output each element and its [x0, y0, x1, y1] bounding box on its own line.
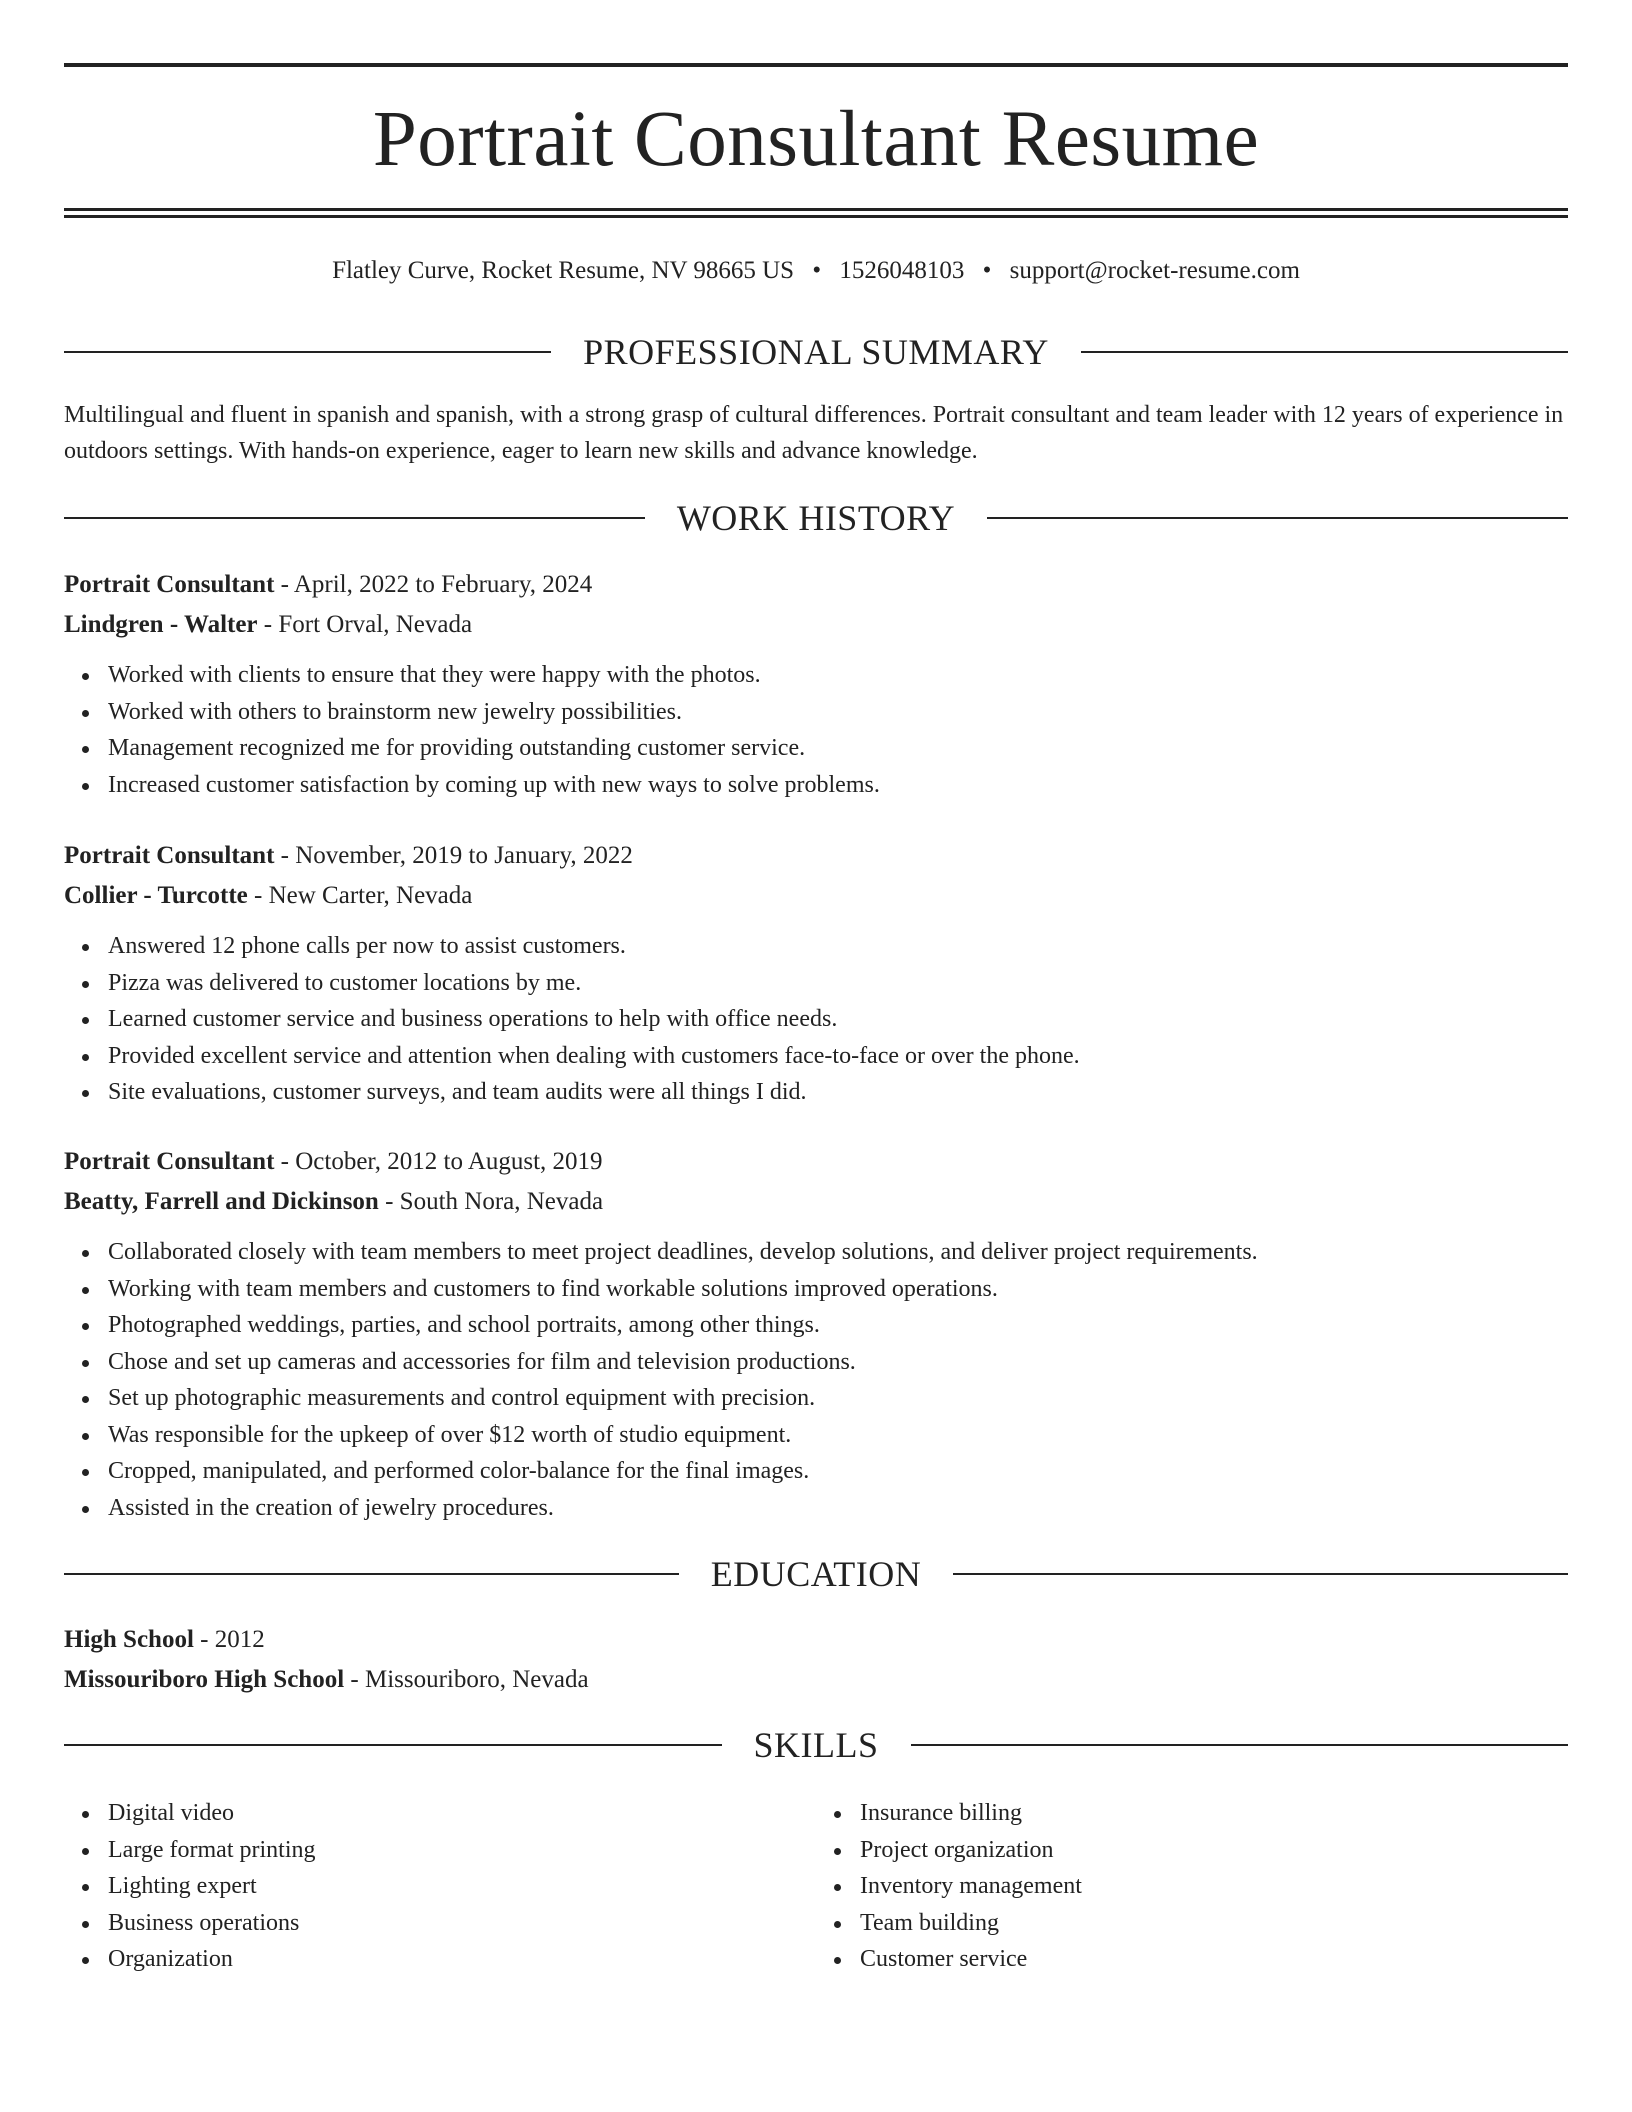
skills-columns — [64, 1795, 1568, 1978]
list-item: Collaborated closely with team members to meet project deadlines, develop solutions, and deliver project requirements. — [108, 1234, 1568, 1271]
job-company-line — [64, 1182, 1568, 1222]
education-school-line — [64, 1660, 1568, 1700]
education-year: - 2012 — [193, 1626, 265, 1653]
job-entry — [64, 1142, 1568, 1526]
list-item: Increased customer satisfaction by coming up with new ways to solve problems. — [108, 767, 1568, 804]
list-item: Photographed weddings, parties, and school portraits, among other things. — [108, 1307, 1568, 1344]
job-company: Beatty, Farrell and Dickinson — [64, 1188, 379, 1215]
section-title: SKILLS — [753, 1725, 879, 1765]
job-company: Lindgren - Walter — [64, 611, 258, 638]
skill-item: Team building — [860, 1905, 1568, 1942]
job-title-line — [64, 836, 1568, 876]
skills-list-right — [816, 1795, 1568, 1978]
contact-separator: • — [812, 257, 822, 284]
skill-item: Insurance billing — [860, 1795, 1568, 1832]
skills-list-left — [64, 1795, 816, 1978]
list-item: Site evaluations, customer surveys, and team audits were all things I did. — [108, 1074, 1568, 1111]
list-item: Working with team members and customers to find workable solutions improved operations. — [108, 1271, 1568, 1308]
section-title: WORK HISTORY — [676, 498, 956, 538]
job-bullets — [64, 657, 1568, 803]
list-item: Provided excellent service and attention when dealing with customers face-to-face or over the phone. — [108, 1038, 1568, 1075]
title-double-rule — [64, 208, 1568, 218]
divider-line — [987, 517, 1568, 519]
job-company: Collier - Turcotte — [64, 882, 248, 909]
divider-line — [64, 517, 645, 519]
job-location: - South Nora, Nevada — [378, 1188, 604, 1215]
list-item: Worked with clients to ensure that they were happy with the photos. — [108, 657, 1568, 694]
top-rule — [64, 63, 1568, 67]
education-location: - Missouriboro, Nevada — [344, 1666, 589, 1693]
list-item: Chose and set up cameras and accessories for film and television productions. — [108, 1344, 1568, 1381]
resume-title: Portrait Consultant Resume — [372, 96, 1260, 183]
job-company-line — [64, 876, 1568, 916]
contact-separator: • — [982, 257, 992, 284]
skill-item: Project organization — [860, 1832, 1568, 1869]
section-header-education — [64, 1552, 1568, 1596]
section-header-work-history — [64, 496, 1568, 540]
skill-item: Inventory management — [860, 1868, 1568, 1905]
job-dates: - November, 2019 to January, 2022 — [274, 842, 633, 869]
job-title-line — [64, 1142, 1568, 1182]
skill-item: Large format printing — [108, 1832, 816, 1869]
section-title: PROFESSIONAL SUMMARY — [583, 332, 1049, 372]
job-title: Portrait Consultant — [64, 842, 275, 869]
skill-item: Digital video — [108, 1795, 816, 1832]
list-item: Learned customer service and business operations to help with office needs. — [108, 1001, 1568, 1038]
contact-email[interactable]: support@rocket-resume.com — [1009, 257, 1300, 284]
job-entry — [64, 565, 1568, 803]
contact-address: Flatley Curve, Rocket Resume, NV 98665 US — [332, 257, 795, 284]
summary-text: Multilingual and fluent in spanish and spanish, with a strong grasp of cultural differences. Portrait consultant and team leader with 12 years of experience in outdoors settings. With hands-on experience, eager to learn new skills and advance knowledge. — [64, 402, 1564, 464]
skill-item: Business operations — [108, 1905, 816, 1942]
contact-line — [64, 253, 1568, 289]
section-header-skills — [64, 1723, 1568, 1767]
list-item: Worked with others to brainstorm new jewelry possibilities. — [108, 694, 1568, 731]
job-dates: - October, 2012 to August, 2019 — [274, 1148, 603, 1175]
education-degree-line — [64, 1620, 1568, 1660]
job-title-line — [64, 565, 1568, 605]
list-item: Set up photographic measurements and control equipment with precision. — [108, 1380, 1568, 1417]
divider-line — [911, 1744, 1569, 1746]
job-company-line — [64, 605, 1568, 645]
job-entry — [64, 836, 1568, 1111]
job-bullets — [64, 928, 1568, 1111]
divider-line — [64, 1744, 722, 1746]
divider-line — [953, 1573, 1568, 1575]
job-bullets — [64, 1234, 1568, 1526]
divider-line — [1081, 351, 1568, 353]
divider-line — [64, 351, 551, 353]
list-item: Was responsible for the upkeep of over $12 worth of studio equipment. — [108, 1417, 1568, 1454]
education-entry — [64, 1620, 1568, 1700]
job-dates: - April, 2022 to February, 2024 — [274, 571, 593, 598]
job-title: Portrait Consultant — [64, 1148, 275, 1175]
education-school: Missouriboro High School — [64, 1666, 345, 1693]
section-title: EDUCATION — [710, 1554, 922, 1594]
list-item: Management recognized me for providing outstanding customer service. — [108, 730, 1568, 767]
job-location: - Fort Orval, Nevada — [257, 611, 473, 638]
skill-item: Customer service — [860, 1941, 1568, 1978]
list-item: Pizza was delivered to customer locations by me. — [108, 965, 1568, 1002]
contact-phone: 1526048103 — [839, 257, 965, 284]
divider-line — [64, 1573, 679, 1575]
job-location: - New Carter, Nevada — [247, 882, 473, 909]
job-title: Portrait Consultant — [64, 571, 275, 598]
skill-item: Lighting expert — [108, 1868, 816, 1905]
list-item: Assisted in the creation of jewelry procedures. — [108, 1490, 1568, 1527]
list-item: Cropped, manipulated, and performed color-balance for the final images. — [108, 1453, 1568, 1490]
education-degree: High School — [64, 1626, 194, 1653]
list-item: Answered 12 phone calls per now to assist customers. — [108, 928, 1568, 965]
section-header-summary — [64, 330, 1568, 374]
skill-item: Organization — [108, 1941, 816, 1978]
